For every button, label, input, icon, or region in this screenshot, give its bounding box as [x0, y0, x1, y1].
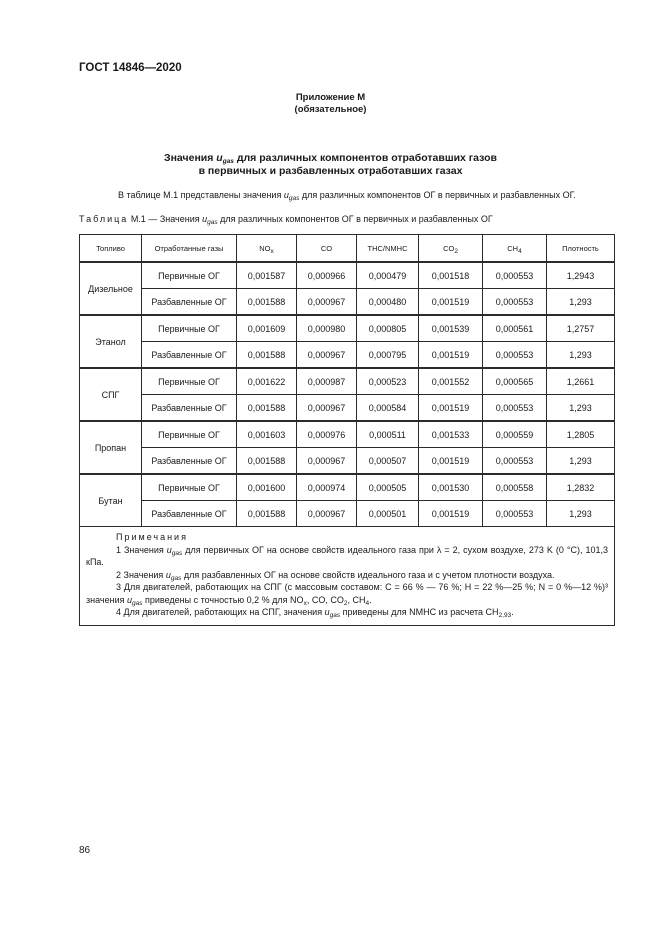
page-number: 86 [79, 845, 91, 856]
value-cell: 0,000976 [297, 421, 357, 448]
exhaust-gas-type-cell: Первичные ОГ [142, 368, 237, 395]
value-cell: 1,2832 [547, 474, 615, 501]
value-cell: 1,2943 [547, 262, 615, 289]
value-cell: 0,001622 [237, 368, 297, 395]
value-cell: 0,001530 [419, 474, 483, 501]
table-row [80, 501, 615, 527]
value-cell: 0,001588 [237, 289, 297, 316]
exhaust-gas-type-cell: Первичные ОГ [142, 474, 237, 501]
value-cell: 1,2757 [547, 315, 615, 342]
value-cell: 1,293 [547, 395, 615, 422]
notes-heading: Примечания [116, 532, 188, 542]
section-heading-line1: Значения $u_{gas}$ для различных компонентов отработавших газов [164, 152, 497, 165]
value-cell: 0,001600 [237, 474, 297, 501]
intro-paragraph: В таблице М.1 представлены значения $u_{gas}$ для различных компонентов ОГ в первичных и разбавленных ОГ. [118, 190, 576, 202]
note-1: 1 Значения $u_{gas}$ для первичных ОГ на основе свойств идеального газа при λ = 2, сухом воздухе, 273 K (0 °C), 101,3 кПа. [86, 544, 608, 567]
value-cell: 0,001519 [419, 448, 483, 475]
value-cell: 0,000505 [357, 474, 419, 501]
value-cell: 1,293 [547, 342, 615, 369]
value-cell: 0,000480 [357, 289, 419, 316]
table-header-row [80, 235, 615, 263]
value-cell: 0,001518 [419, 262, 483, 289]
table-row [80, 448, 615, 475]
value-cell: 0,001588 [237, 448, 297, 475]
value-cell: 0,001552 [419, 368, 483, 395]
value-cell: 0,000805 [357, 315, 419, 342]
value-cell: 0,000561 [483, 315, 547, 342]
fuel-name-cell: Бутан [80, 474, 142, 527]
exhaust-gas-type-cell: Разбавленные ОГ [142, 342, 237, 369]
exhaust-gas-type-cell: Первичные ОГ [142, 421, 237, 448]
value-cell: 0,001539 [419, 315, 483, 342]
value-cell: 0,000553 [483, 342, 547, 369]
value-cell: 0,000501 [357, 501, 419, 527]
value-cell: 0,000553 [483, 262, 547, 289]
value-cell: 0,000559 [483, 421, 547, 448]
document-standard-number: ГОСТ 14846—2020 [79, 62, 182, 74]
value-cell: 0,000795 [357, 342, 419, 369]
value-cell: 0,000987 [297, 368, 357, 395]
fuel-name-cell: Дизельное [80, 262, 142, 315]
table-row [80, 342, 615, 369]
value-cell: 0,001519 [419, 395, 483, 422]
table-row [80, 368, 615, 395]
value-cell: 0,000553 [483, 289, 547, 316]
table-row [80, 315, 615, 342]
value-cell: 0,000967 [297, 395, 357, 422]
value-cell: 0,000553 [483, 448, 547, 475]
table-body [80, 262, 615, 527]
value-cell: 0,000511 [357, 421, 419, 448]
header-density: Плотность [547, 235, 615, 263]
appendix-subtitle: (обязательное) [294, 104, 367, 115]
value-cell: 0,000967 [297, 342, 357, 369]
value-cell: 0,001587 [237, 262, 297, 289]
header-co2: $CO_2$ [419, 235, 483, 263]
header-thc-nmhc: THC/NMHC [357, 235, 419, 263]
value-cell: 0,001588 [237, 395, 297, 422]
exhaust-gas-type-cell: Первичные ОГ [142, 262, 237, 289]
appendix-title: Приложение М [295, 92, 366, 103]
value-cell: 0,000967 [297, 448, 357, 475]
exhaust-gas-type-cell: Разбавленные ОГ [142, 448, 237, 475]
value-cell: 0,000553 [483, 501, 547, 527]
exhaust-gas-type-cell: Разбавленные ОГ [142, 395, 237, 422]
table-row [80, 262, 615, 289]
fuel-name-cell: Пропан [80, 421, 142, 474]
value-cell: 0,000966 [297, 262, 357, 289]
value-cell: 0,000565 [483, 368, 547, 395]
table-row [80, 474, 615, 501]
value-cell: 0,001609 [237, 315, 297, 342]
exhaust-gas-type-cell: Разбавленные ОГ [142, 501, 237, 527]
value-cell: 0,000507 [357, 448, 419, 475]
table-row [80, 395, 615, 422]
notes-row [80, 527, 615, 626]
value-cell: 0,001588 [237, 342, 297, 369]
value-cell: 0,001588 [237, 501, 297, 527]
value-cell: 0,000974 [297, 474, 357, 501]
value-cell: 0,000479 [357, 262, 419, 289]
section-heading-line2: в первичных и разбавленных отработавших газах [198, 165, 463, 177]
table-row [80, 289, 615, 316]
value-cell: 0,001533 [419, 421, 483, 448]
exhaust-gas-type-cell: Разбавленные ОГ [142, 289, 237, 316]
note-3: 3 Для двигателей, работающих на СПГ (с массовым составом: C = 66 % — 76 %; H = 22 %—25 %; N = 0 %—12 %)³ значения $u_{gas}$ приведены с точностью 0,2 % для $NO_x$, CO, $CO_2$, $CH_4$. [86, 582, 608, 607]
value-cell: 0,000980 [297, 315, 357, 342]
value-cell: 1,293 [547, 289, 615, 316]
value-cell: 0,001603 [237, 421, 297, 448]
fuel-name-cell: СПГ [80, 368, 142, 421]
table-notes [80, 527, 615, 626]
exhaust-gas-type-cell: Первичные ОГ [142, 315, 237, 342]
value-cell: 0,000553 [483, 395, 547, 422]
gas-values-table [79, 234, 615, 626]
value-cell: 0,000558 [483, 474, 547, 501]
value-cell: 1,293 [547, 501, 615, 527]
header-nox: $NO_x$ [237, 235, 297, 263]
value-cell: 0,001519 [419, 342, 483, 369]
value-cell: 0,001519 [419, 289, 483, 316]
header-fuel: Топливо [80, 235, 142, 263]
value-cell: 0,000523 [357, 368, 419, 395]
value-cell: 0,000584 [357, 395, 419, 422]
fuel-name-cell: Этанол [80, 315, 142, 368]
header-exhaust-gas: Отработанные газы [142, 235, 237, 263]
value-cell: 1,293 [547, 448, 615, 475]
value-cell: 1,2661 [547, 368, 615, 395]
header-co: CO [297, 235, 357, 263]
note-2: 2 Значения $u_{gas}$ для разбавленных ОГ на основе свойств идеального газа и с учетом плотности воздуха. [116, 569, 555, 582]
value-cell: 1,2805 [547, 421, 615, 448]
value-cell: 0,001519 [419, 501, 483, 527]
table-caption: Таблица М.1 — Значения $u_{gas}$ для различных компонентов ОГ в первичных и разбавленных ОГ [79, 214, 493, 226]
header-ch4: $CH_4$ [483, 235, 547, 263]
value-cell: 0,000967 [297, 289, 357, 316]
note-4: 4 Для двигателей, работающих на СПГ, значения $u_{gas}$ приведены для NMHC из расчета $CH_{2,93}$. [116, 607, 514, 619]
value-cell: 0,000967 [297, 501, 357, 527]
table-row [80, 421, 615, 448]
